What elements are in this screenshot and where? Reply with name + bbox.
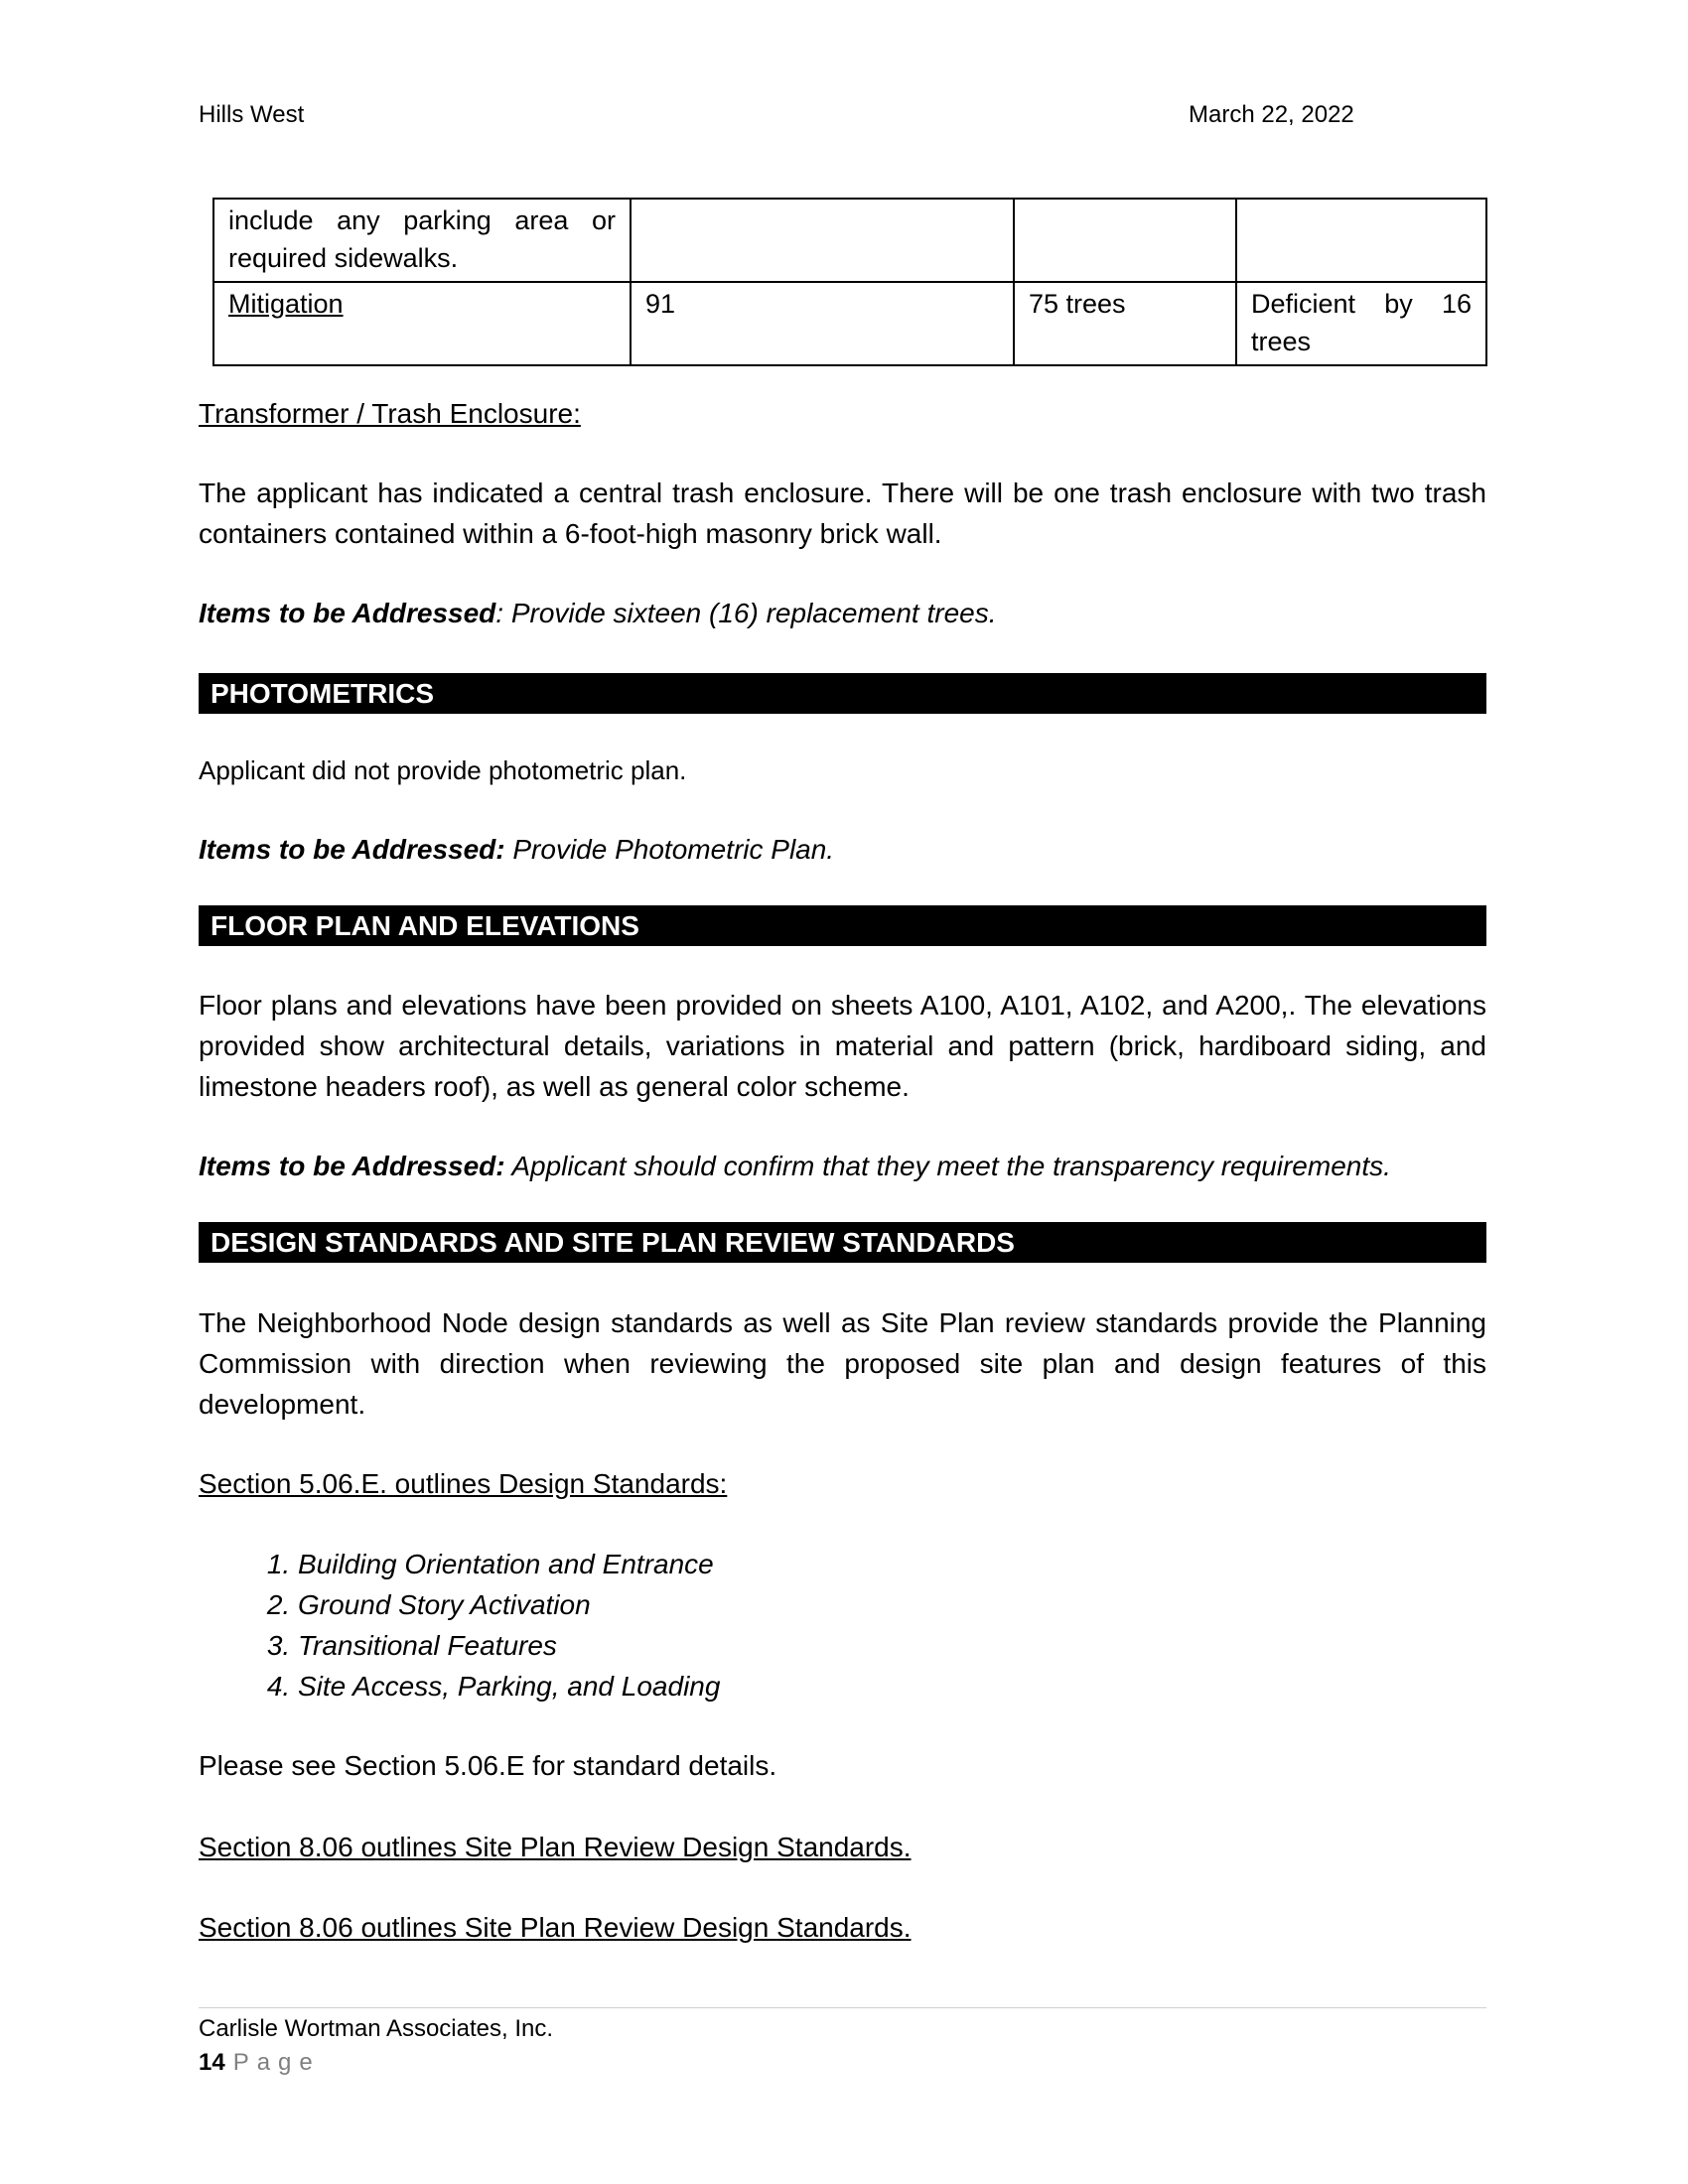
design-section-heading [199, 1463, 1486, 1504]
floor-body [199, 985, 1486, 1107]
design-body [199, 1302, 1486, 1425]
review-heading-text: Section 8.06 outlines Site Plan Review Design Standards. [199, 1912, 912, 1943]
table-cell: include any parking area or required sidewalks. [213, 199, 631, 282]
table-cell [1236, 199, 1486, 282]
items-label: Items to be Addressed: [199, 1151, 505, 1181]
review-heading-1 [199, 1827, 1486, 1867]
table-cell: 75 trees [1014, 282, 1236, 365]
table-cell: 91 [631, 282, 1014, 365]
items-text: : Provide sixteen (16) replacement trees. [495, 598, 997, 628]
design-body-text: The Neighborhood Node design standards as well as Site Plan review standards provide the Planning Commission with direction when reviewing the proposed site plan and design features of this development. [199, 1307, 1486, 1420]
section-title-photometrics: PHOTOMETRICS [199, 673, 1486, 714]
list-item: 3. Transitional Features [298, 1625, 1486, 1666]
section-title-design-standards: DESIGN STANDARDS AND SITE PLAN REVIEW STANDARDS [199, 1222, 1486, 1263]
page-number: 14 [199, 2049, 225, 2076]
header-project-name: Hills West [199, 101, 305, 128]
table-cell-deficiency [1236, 282, 1486, 365]
list-item: 1. Building Orientation and Entrance [298, 1544, 1486, 1584]
trash-body-text: The applicant has indicated a central trash enclosure. There will be one trash enclosure with two trash containers contained within a 6-foot-high masonry brick wall. [199, 478, 1486, 549]
mitigation-label: Mitigation [228, 289, 344, 319]
footer-organization: Carlisle Wortman Associates, Inc. [199, 2015, 554, 2042]
floor-items [199, 1146, 1486, 1186]
design-standards-list [199, 1544, 1486, 1706]
table-cell [1014, 199, 1236, 282]
items-label: Items to be Addressed: [199, 834, 505, 865]
items-label: Items to be Addressed [199, 598, 496, 628]
see-section-text [199, 1745, 1486, 1786]
photometrics-items [199, 829, 1486, 870]
design-section-heading-text: Section 5.06.E. outlines Design Standards: [199, 1468, 728, 1499]
floor-body-text: Floor plans and elevations have been provided on sheets A100, A101, A102, and A200,. The elevations provided show architectural details, variations in material and pattern (brick, hardiboard siding, and limestone headers roof), as well as general color scheme. [199, 990, 1486, 1102]
footer-page-number [199, 2049, 321, 2077]
list-item: 2. Ground Story Activation [298, 1584, 1486, 1625]
trash-body [199, 473, 1486, 554]
photometrics-body-text: Applicant did not provide photometric plan. [199, 755, 687, 785]
table-cell-mitigation [213, 282, 631, 365]
page-word: Page [232, 2049, 321, 2076]
footer-divider [199, 2007, 1486, 2008]
list-item: 4. Site Access, Parking, and Loading [298, 1666, 1486, 1706]
section-title-floor-plan: FLOOR PLAN AND ELEVATIONS [199, 905, 1486, 946]
trash-items [199, 593, 1486, 633]
photometrics-body [199, 751, 1486, 791]
table-row [213, 282, 1486, 365]
review-heading-text: Section 8.06 outlines Site Plan Review Design Standards. [199, 1832, 912, 1862]
table-row [213, 199, 1486, 282]
trash-heading-text: Transformer / Trash Enclosure: [199, 398, 581, 429]
header-date: March 22, 2022 [1189, 101, 1354, 128]
see-section-text-line: Please see Section 5.06.E for standard details. [199, 1750, 777, 1781]
tree-mitigation-table [212, 198, 1487, 366]
deficiency-text: Deficient by 16 trees [1251, 289, 1472, 356]
items-text: Applicant should confirm that they meet the transparency requirements. [504, 1151, 1391, 1181]
review-heading-2 [199, 1907, 1486, 1948]
trash-heading [199, 393, 1486, 434]
items-text: Provide Photometric Plan. [504, 834, 835, 865]
table-cell [631, 199, 1014, 282]
